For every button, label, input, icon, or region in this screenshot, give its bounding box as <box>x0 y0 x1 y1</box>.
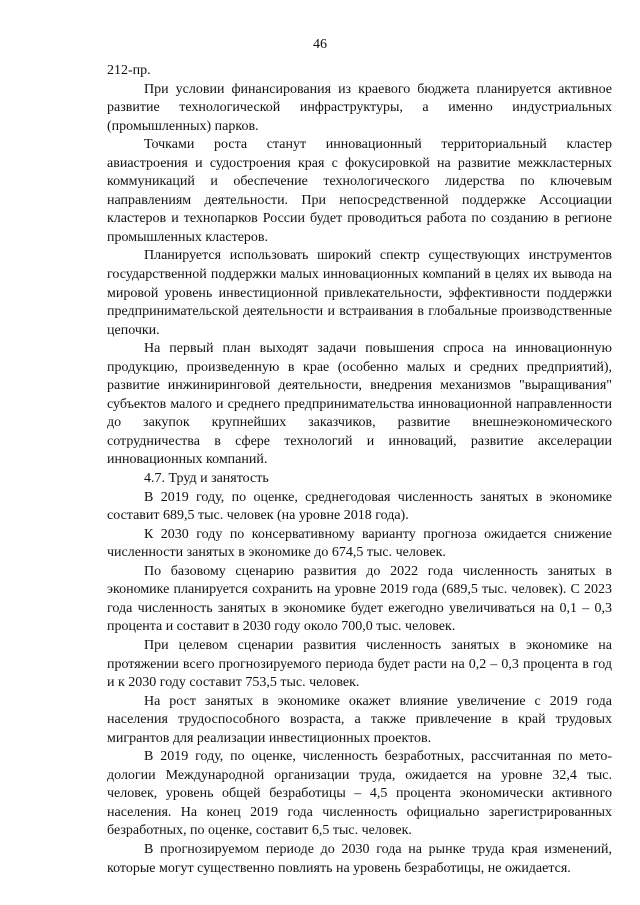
paragraph-labor-market-outlook: В прогнозируемом периоде до 2030 года на рынке труда края изменений, которые могут существенно повлиять на уровень безработицы, не ожидается. <box>107 841 612 876</box>
paragraph-conservative-forecast: К 2030 году по консервативному варианту прогноза ожидается снижение численности занятых в экономике до 674,5 тыс. человек. <box>107 526 612 561</box>
document-body <box>107 62 612 878</box>
paragraph-growth-points: Точками роста станут инновационный территориальный кластер авиастроения и судостроения края с фокусировкой на развитие межкластерных коммуникаций и обеспечение технологического лидерства по ключевым направлениям деятельности. При непосредственной поддержке Ассоциации кластеров и технопарков России будет проводиться работа по созданию в регионе промышленных кластеров. <box>107 137 612 245</box>
paragraph-unemployment-2019: В 2019 году, по оценке, численность безработных, рассчитанная по методологии Международной организации труда, ожидается на уровне 32,4 тыс. человек, уровень общей безработицы – 4,5 процента экономически активного населения. На конец 2019 года численность официально зарегистрированных безработных, по оценке, составит 6,5 тыс. человек. <box>107 749 612 839</box>
paragraph-base-scenario: По базовому сценарию развития до 2022 года численность занятых в экономике планируется сохранить на уровне 2019 года (689,5 тыс. человек). С 2023 года численность занятых в экономике будет ежегодно увеличиваться на 0,1 – 0,3 процента и составит в 2030 году около 700,0 тыс. человек. <box>107 563 612 635</box>
paragraph-employment-growth-factors: На рост занятых в экономике окажет влияние увеличение с 2019 года населения трудоспособного возраста, а также привлечение в край трудовых мигрантов для реализации инвестиционных проектов. <box>107 693 612 746</box>
paragraph-support-tools: Планируется использовать широкий спектр существующих инструментов государственной поддержки малых инновационных компаний в целях их вывода на мировой уровень инвестиционной привлекательности, эффективности поддержки предпринимательской деятельности и встраивания в глобальные производственные цепочки. <box>107 248 612 338</box>
paragraph-continuation: 212-пр. <box>107 63 151 78</box>
paragraph-target-scenario: При целевом сценарии развития численность занятых в экономике на протяжении всего прогнозируемого периода будет расти на 0,2 – 0,3 процента в год и к 2030 году составит 753,5 тыс. человек. <box>107 637 612 691</box>
paragraph-employment-2019: В 2019 году, по оценке, среднегодовая численность занятых в экономике составит 689,5 тыс. человек (на уровне 2018 года). <box>107 489 612 524</box>
section-heading-labor: 4.7. Труд и занятость <box>144 471 269 487</box>
page-number: 46 <box>313 37 327 52</box>
paragraph-regional-budget: При условии финансирования из краевого бюджета планируется активное развитие технологической инфраструктуры, а именно индустриальных (промышленных) парков. <box>107 81 612 134</box>
paragraph-innovation-demand: На первый план выходят задачи повышения спроса на инновационную продукцию, произведенную в крае (особенно малых и средних предприятий), развитие инжиниринговой деятельности, внедрения механизмов "выращивания" субъектов малого и среднего предпринимательства инновационной направленности до закупок крупнейших заказчиков, развитие внешнеэкономического сотрудничества в сфере технологий и инноваций, развитие акселерации инновационных компаний. <box>107 341 612 468</box>
